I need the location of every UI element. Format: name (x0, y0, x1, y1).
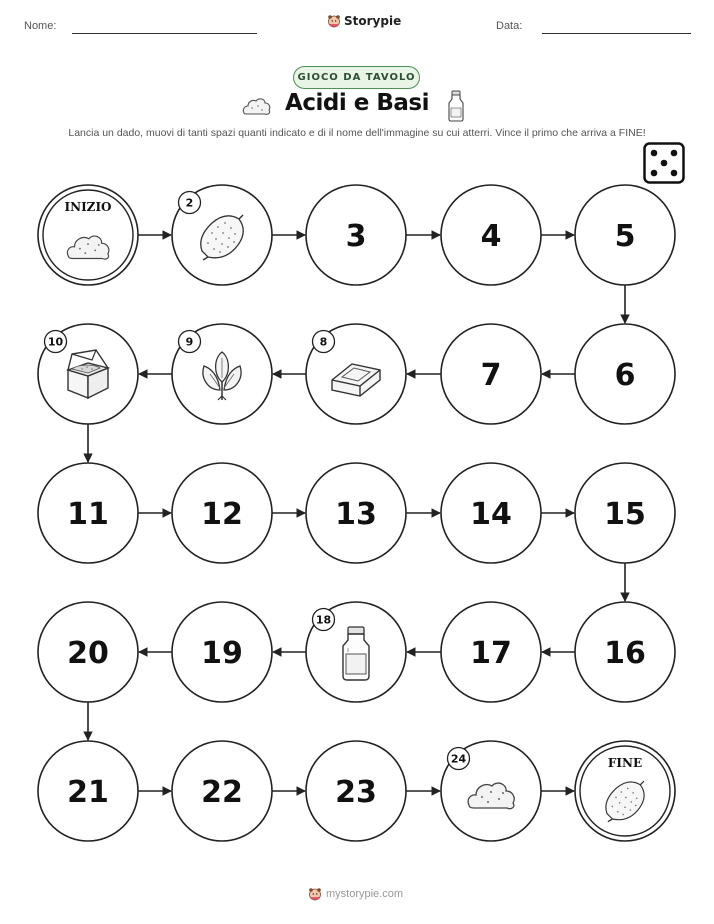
space-number: 6 (614, 358, 636, 393)
space-number: 22 (201, 775, 243, 810)
board-space-24 (441, 741, 541, 841)
footer-url: mystorypie.com (326, 888, 404, 900)
board-space-13 (306, 463, 406, 563)
board-space-15 (575, 463, 675, 563)
board-space-16 (575, 602, 675, 702)
board-space-22 (172, 741, 272, 841)
start-label: INIZIO (64, 200, 112, 214)
instructions-text: Lancia un dado, muovi di tanti spazi quanti indicato e di il nome dell'immagine su cui atterri. Vince il primo che arriva a FINE! (68, 127, 646, 139)
board-space-19 (172, 602, 272, 702)
board-space-9 (172, 324, 272, 424)
space-number: 12 (201, 497, 243, 532)
space-number: 4 (480, 219, 502, 254)
board-space-23 (306, 741, 406, 841)
board-space-20 (38, 602, 138, 702)
space-number: 3 (345, 219, 367, 254)
page-title: Acidi e Basi (285, 90, 429, 116)
space-number: 24 (450, 752, 467, 766)
space-number: 7 (480, 358, 502, 393)
end-label: FINE (607, 756, 643, 770)
footer (308, 887, 403, 901)
game-type-badge: GIOCO DA TAVOLO (293, 66, 420, 89)
board-space-21 (38, 741, 138, 841)
board-space-25 (575, 741, 675, 841)
board-space-17 (441, 602, 541, 702)
space-number: 21 (67, 775, 109, 810)
space-number: 11 (67, 497, 109, 532)
board-space-8 (306, 324, 406, 424)
date-label: Data: (496, 20, 523, 32)
space-number: 23 (335, 775, 377, 810)
board-space-2 (172, 185, 272, 285)
space-number: 5 (614, 219, 636, 254)
board-space-1 (38, 185, 138, 285)
space-number: 13 (335, 497, 377, 532)
space-number: 19 (201, 636, 243, 671)
storypie-mascot-icon (308, 887, 322, 901)
space-number: 20 (67, 636, 109, 671)
brand-name: Storypie (344, 14, 402, 28)
space-number: 15 (604, 497, 646, 532)
space-number: 17 (470, 636, 512, 671)
board-space-4 (441, 185, 541, 285)
board-space-11 (38, 463, 138, 563)
board-space-6 (575, 324, 675, 424)
board-space-10 (38, 324, 138, 424)
board-space-7 (441, 324, 541, 424)
board-space-18 (306, 602, 406, 702)
space-number: 9 (185, 335, 194, 349)
space-number: 10 (47, 335, 64, 349)
board-space-12 (172, 463, 272, 563)
space-number: 2 (185, 196, 194, 210)
board-space-5 (575, 185, 675, 285)
space-number: 18 (315, 613, 332, 627)
name-label: Nome: (24, 20, 57, 32)
space-number: 16 (604, 636, 646, 671)
space-number: 14 (470, 497, 512, 532)
board-space-3 (306, 185, 406, 285)
space-number: 8 (319, 335, 328, 349)
board-space-14 (441, 463, 541, 563)
